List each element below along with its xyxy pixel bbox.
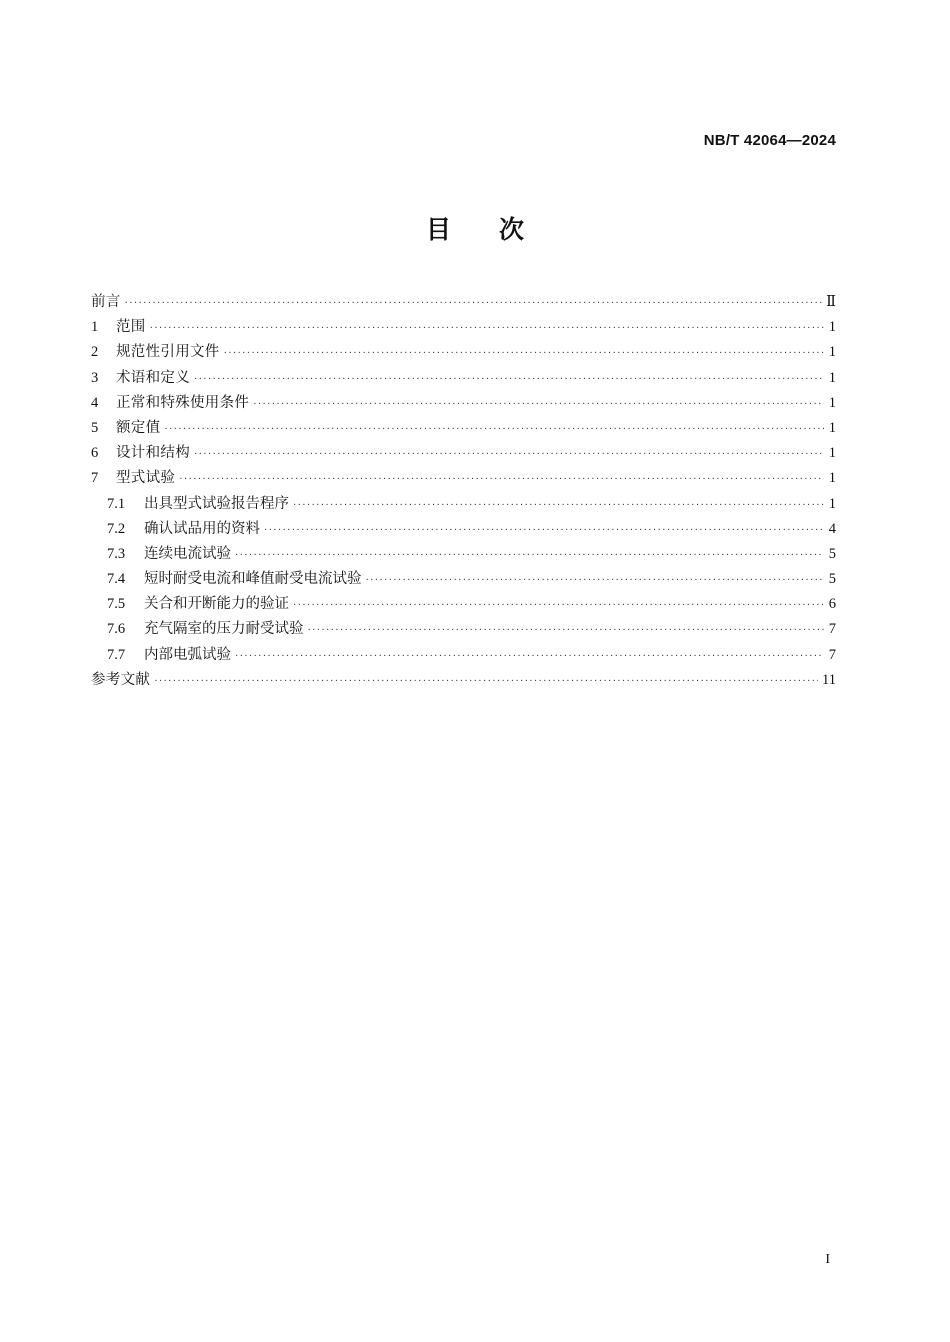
toc-entry-5[interactable] [91,416,836,441]
toc-entry-7-7[interactable] [91,643,836,668]
toc-entry-page: 1 [828,344,836,361]
toc-leader-dots [125,291,823,316]
toc-entry-page: 5 [828,545,836,562]
toc-entry-7-4[interactable] [91,567,836,592]
toc-leader-dots [366,568,825,593]
toc-leader-dots [264,518,824,543]
toc-leader-dots [235,644,824,669]
toc-entry-3[interactable] [91,366,836,391]
toc-entry-7-6[interactable] [91,617,836,642]
toc-entry-page: 7 [828,621,836,638]
toc-entry-number: 7.6 [107,621,126,638]
toc-entry-6[interactable] [91,441,836,466]
toc-entry-number: 6 [91,445,99,462]
toc-entry-number: 1 [91,319,99,336]
toc-entry-number: 7 [91,470,99,487]
toc-entry-page: 1 [828,369,836,386]
toc-entry-number: 7.1 [107,495,126,512]
toc-entry-page: Ⅱ [826,294,836,310]
toc-entry-page: 5 [828,571,836,588]
toc-leader-dots [235,543,824,568]
toc-leader-dots [308,618,825,643]
toc-entry-label: 型式试验 [116,470,176,487]
toc-entry-number: 3 [91,369,99,386]
toc-leader-dots [194,442,824,467]
toc-entry-label: 范围 [116,319,146,336]
toc-entry-label: 前言 [91,294,121,310]
toc-leader-dots [179,467,824,492]
toc-entry-2[interactable] [91,340,836,365]
toc-entry-page: 1 [828,419,836,436]
toc-entry-number: 7.3 [107,545,126,562]
toc-leader-dots [253,392,824,417]
toc-entry-label: 连续电流试验 [144,545,231,562]
toc-entry-7[interactable] [91,466,836,491]
toc-entry-number: 7.2 [107,520,126,537]
toc-entry-1[interactable] [91,315,836,340]
toc-entry-page: 1 [828,495,836,512]
toc-entry-references[interactable] [91,668,836,693]
toc-entry-page: 1 [828,445,836,462]
toc-entry-page: 1 [828,470,836,487]
toc-entry-7-3[interactable] [91,542,836,567]
toc-leader-dots [293,493,824,518]
toc-entry-4[interactable] [91,391,836,416]
toc-entry-label: 短时耐受电流和峰值耐受电流试验 [144,571,362,588]
toc-entry-number: 7.4 [107,571,126,588]
toc-entry-number: 7.7 [107,646,126,663]
toc-entry-label: 确认试品用的资料 [144,520,260,537]
standard-number: NB/T 42064—2024 [703,132,836,149]
toc-entry-page: 1 [828,394,836,411]
toc-entry-label: 关合和开断能力的验证 [144,596,289,613]
toc-entry-label: 设计和结构 [116,445,190,462]
toc-leader-dots [150,316,824,341]
toc-entry-page: 11 [822,671,836,688]
toc-entry-label: 出具型式试验报告程序 [144,495,289,512]
toc-entry-label: 内部电弧试验 [144,646,231,663]
toc-entry-page: 7 [828,646,836,663]
toc-entry-page: 4 [828,520,836,537]
toc-leader-dots [194,367,824,392]
toc-entry-label: 正常和特殊使用条件 [116,394,250,411]
toc-entry-page: 6 [828,596,836,613]
toc-entry-label: 充气隔室的压力耐受试验 [144,621,304,638]
toc-leader-dots [154,669,818,694]
toc-entry-page: 1 [828,319,836,336]
toc-entry-label: 额定值 [116,419,161,436]
toc-entry-label: 参考文献 [91,671,151,688]
toc-leader-dots [293,593,824,618]
toc-entry-label: 术语和定义 [116,369,190,386]
toc-entry-7-5[interactable] [91,592,836,617]
toc-leader-dots [224,341,824,366]
toc-entry-foreword[interactable] [91,290,836,315]
page-title: 目次 [425,215,572,244]
toc-entry-7-2[interactable] [91,517,836,542]
toc-entry-label: 规范性引用文件 [116,344,220,361]
page-number: I [825,1252,830,1267]
toc-entry-number: 5 [91,419,99,436]
toc-entry-number: 2 [91,344,99,361]
toc-entry-number: 7.5 [107,596,126,613]
toc-entry-number: 4 [91,394,99,411]
table-of-contents [91,290,836,693]
toc-leader-dots [164,417,824,442]
toc-entry-7-1[interactable] [91,492,836,517]
